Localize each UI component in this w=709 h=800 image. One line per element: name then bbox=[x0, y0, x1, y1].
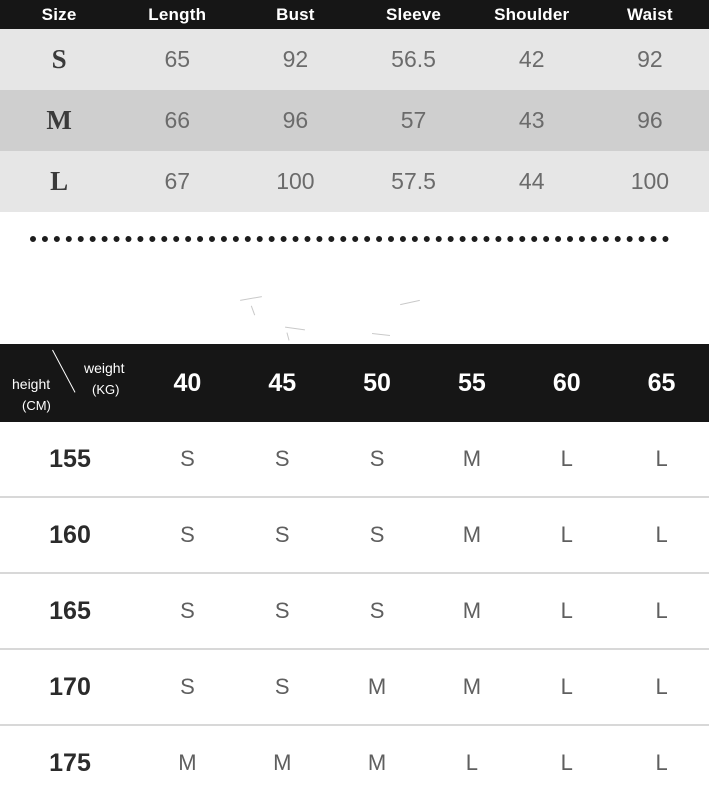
corner-height-label: height bbox=[12, 376, 51, 392]
sketch-mark bbox=[251, 306, 255, 316]
cell-size: S bbox=[140, 497, 235, 573]
cell-size: S bbox=[330, 573, 425, 649]
corner-header-cell bbox=[0, 344, 140, 422]
cell-size: S bbox=[140, 649, 235, 725]
corner-weight-label: weight bbox=[84, 360, 125, 376]
weight-header-55: 55 bbox=[424, 344, 519, 422]
cell-size: M bbox=[424, 649, 519, 725]
weight-header-40: 40 bbox=[140, 344, 235, 422]
cell-size: M bbox=[424, 573, 519, 649]
cell-sleeve: 57 bbox=[354, 90, 472, 151]
cell-height: 155 bbox=[0, 422, 140, 497]
cell-size: M bbox=[330, 725, 425, 800]
size-recommendation-table bbox=[0, 344, 709, 800]
cell-bust: 100 bbox=[236, 151, 354, 212]
sketch-mark bbox=[372, 333, 390, 336]
faint-sketch-marks bbox=[0, 258, 709, 344]
cell-sleeve: 57.5 bbox=[354, 151, 472, 212]
column-header-bust: Bust bbox=[236, 0, 354, 29]
cell-size: L bbox=[614, 497, 709, 573]
cell-size: L bbox=[424, 725, 519, 800]
cell-bust: 92 bbox=[236, 29, 354, 90]
cell-size: S bbox=[235, 422, 330, 497]
cell-size: L bbox=[0, 151, 118, 212]
cell-size: S bbox=[235, 573, 330, 649]
cell-size: M bbox=[0, 90, 118, 151]
cell-shoulder: 43 bbox=[473, 90, 591, 151]
cell-length: 65 bbox=[118, 29, 236, 90]
cell-size: M bbox=[424, 497, 519, 573]
cell-sleeve: 56.5 bbox=[354, 29, 472, 90]
cell-size: L bbox=[614, 649, 709, 725]
cell-size: L bbox=[519, 573, 614, 649]
column-header-waist: Waist bbox=[591, 0, 709, 29]
cell-size: L bbox=[519, 649, 614, 725]
column-header-sleeve: Sleeve bbox=[354, 0, 472, 29]
corner-height-unit: (CM) bbox=[22, 398, 51, 413]
cell-shoulder: 42 bbox=[473, 29, 591, 90]
table-row bbox=[0, 90, 709, 151]
cell-size: S bbox=[330, 497, 425, 573]
weight-header-45: 45 bbox=[235, 344, 330, 422]
cell-size: S bbox=[235, 649, 330, 725]
table-row bbox=[0, 497, 709, 573]
cell-size: L bbox=[519, 725, 614, 800]
table-row bbox=[0, 422, 709, 497]
dotted-divider bbox=[0, 212, 709, 258]
measurement-table-header-row bbox=[0, 0, 709, 29]
table-row bbox=[0, 573, 709, 649]
sketch-mark bbox=[400, 300, 420, 305]
size-chart-header-row bbox=[0, 344, 709, 422]
cell-size: M bbox=[140, 725, 235, 800]
table-row bbox=[0, 29, 709, 90]
column-header-shoulder: Shoulder bbox=[473, 0, 591, 29]
cell-size: M bbox=[235, 725, 330, 800]
cell-length: 67 bbox=[118, 151, 236, 212]
cell-height: 170 bbox=[0, 649, 140, 725]
column-header-size: Size bbox=[0, 0, 118, 29]
cell-size: M bbox=[424, 422, 519, 497]
table-row bbox=[0, 151, 709, 212]
column-header-length: Length bbox=[118, 0, 236, 29]
sketch-mark bbox=[285, 327, 305, 331]
measurement-table bbox=[0, 0, 709, 212]
cell-height: 165 bbox=[0, 573, 140, 649]
cell-size: S bbox=[140, 422, 235, 497]
cell-waist: 92 bbox=[591, 29, 709, 90]
corner-weight-unit: (KG) bbox=[92, 382, 120, 397]
cell-size: L bbox=[519, 497, 614, 573]
cell-length: 66 bbox=[118, 90, 236, 151]
dotted-line bbox=[30, 236, 669, 242]
cell-size: L bbox=[519, 422, 614, 497]
cell-height: 160 bbox=[0, 497, 140, 573]
sketch-mark bbox=[286, 333, 289, 341]
cell-size: L bbox=[614, 725, 709, 800]
cell-size: S bbox=[235, 497, 330, 573]
corner-divider-line bbox=[52, 350, 75, 393]
cell-size: S bbox=[330, 422, 425, 497]
cell-waist: 100 bbox=[591, 151, 709, 212]
cell-bust: 96 bbox=[236, 90, 354, 151]
cell-size: S bbox=[140, 573, 235, 649]
cell-size: S bbox=[0, 29, 118, 90]
cell-size: L bbox=[614, 573, 709, 649]
table-row bbox=[0, 649, 709, 725]
cell-height: 175 bbox=[0, 725, 140, 800]
weight-header-65: 65 bbox=[614, 344, 709, 422]
cell-size: M bbox=[330, 649, 425, 725]
sketch-mark bbox=[240, 296, 262, 301]
weight-header-60: 60 bbox=[519, 344, 614, 422]
cell-size: L bbox=[614, 422, 709, 497]
weight-header-50: 50 bbox=[330, 344, 425, 422]
cell-waist: 96 bbox=[591, 90, 709, 151]
cell-shoulder: 44 bbox=[473, 151, 591, 212]
